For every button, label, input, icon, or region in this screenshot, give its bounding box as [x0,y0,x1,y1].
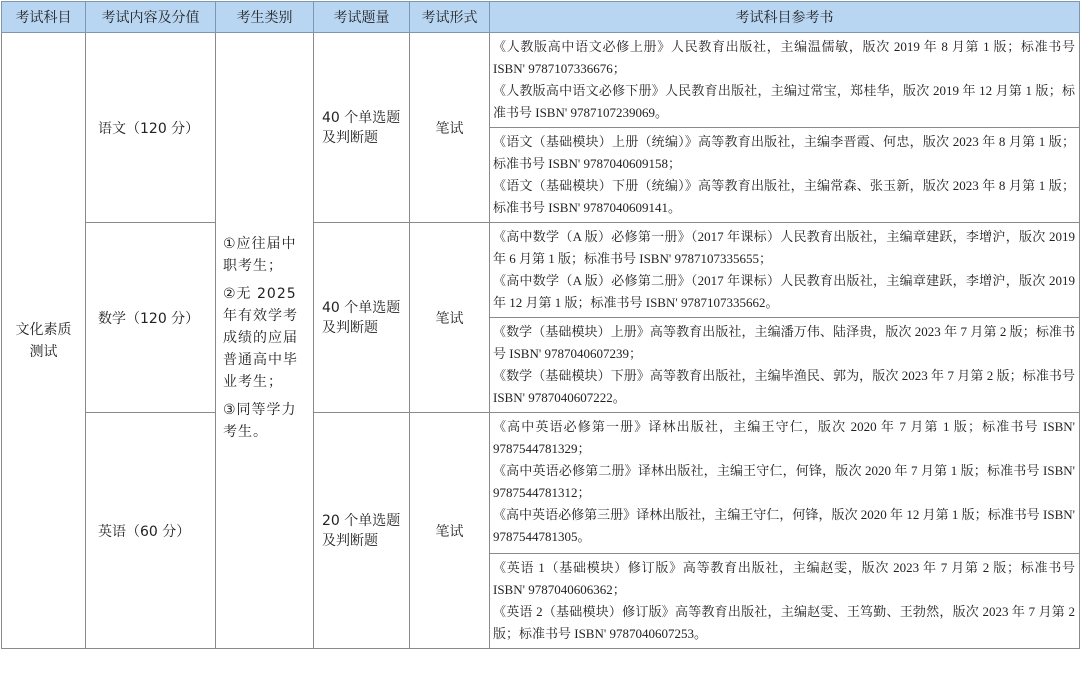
books-cell [490,554,1080,649]
subject-text: 文化素质测试 [15,321,72,360]
category-cell [216,33,314,649]
content-english: 英语（60 分） [86,413,216,649]
header-content: 考试内容及分值 [86,2,216,33]
subject-cell [2,33,86,649]
book-entry: 《高中数学（A 版）必修第二册》（2017 年课标）人民教育出版社，主编章建跃，李增沪，版次 2019 年 12 月第 1 版；标准书号 ISBN' 9787107335662。 [493,273,1075,310]
quantity-chinese: 40 个单选题及判断题 [314,33,410,223]
books-cell [490,413,1080,554]
book-entry: 《语文（基础模块）上册（统编）》高等教育出版社，主编李晋霞、何忠，版次 2023 年 8 月第 1 版；标准书号 ISBN' 9787040609158； [493,134,1075,171]
form-english: 笔试 [410,413,490,649]
header-quantity: 考试题量 [314,2,410,33]
category-item: ③同等学力考生。 [223,401,297,440]
books-cell [490,223,1080,318]
exam-reference-table [1,1,1080,649]
table-row [2,33,1080,128]
book-entry: 《数学（基础模块）上册》高等教育出版社，主编潘万伟、陆泽贵，版次 2023 年 7 月第 2 版；标准书号 ISBN' 9787040607239； [493,324,1075,361]
book-entry: 《高中数学（A 版）必修第一册》（2017 年课标）人民教育出版社，主编章建跃，李增沪，版次 2019 年 6 月第 1 版；标准书号 ISBN' 9787107335655； [493,229,1075,266]
header-category: 考生类别 [216,2,314,33]
table-row [2,413,1080,554]
quantity-math: 40 个单选题及判断题 [314,223,410,413]
category-item: ①应往届中职考生； [223,235,297,274]
header-form: 考试形式 [410,2,490,33]
book-entry: 《高中英语必修第二册》译林出版社，主编王守仁，何锋，版次 2020 年 7 月第 1 版；标准书号 ISBN' 9787544781312； [493,463,1075,500]
book-entry: 《高中英语必修第三册》译林出版社，主编王守仁，何锋，版次 2020 年 12 月第 1 版；标准书号 ISBN' 9787544781305。 [493,507,1075,544]
books-cell [490,33,1080,128]
content-chinese: 语文（120 分） [86,33,216,223]
header-subject: 考试科目 [2,2,86,33]
books-cell [490,318,1080,413]
book-entry: 《人教版高中语文必修上册》人民教育出版社，主编温儒敏，版次 2019 年 8 月第 1 版；标准书号 ISBN' 9787107336676； [493,39,1075,76]
book-entry: 《数学（基础模块）下册》高等教育出版社，主编毕渔民、郭为，版次 2023 年 7 月第 2 版；标准书号 ISBN' 9787040607222。 [493,368,1075,405]
books-cell [490,128,1080,223]
content-math: 数学（120 分） [86,223,216,413]
form-chinese: 笔试 [410,33,490,223]
book-entry: 《人教版高中语文必修下册》人民教育出版社，主编过常宝，郑桂华，版次 2019 年 12 月第 1 版；标准书号 ISBN' 9787107239069。 [493,83,1075,120]
book-entry: 《英语 2（基础模块）修订版》高等教育出版社，主编赵雯、王笃勤、王勃然，版次 2023 年 7 月第 2 版；标准书号 ISBN' 9787040607253。 [493,604,1075,641]
table-row [2,223,1080,318]
book-entry: 《高中英语必修第一册》译林出版社，主编王守仁，版次 2020 年 7 月第 1 版；标准书号 ISBN' 9787544781329； [493,419,1075,456]
form-math: 笔试 [410,223,490,413]
book-entry: 《语文（基础模块）下册（统编）》高等教育出版社，主编常森、张玉新，版次 2023 年 8 月第 1 版；标准书号 ISBN' 9787040609141。 [493,178,1075,215]
category-item: ②无 2025 年有效学考成绩的应届普通高中毕业考生； [223,285,298,390]
quantity-english: 20 个单选题及判断题 [314,413,410,649]
header-books: 考试科目参考书 [490,2,1080,33]
header-row [2,2,1080,33]
book-entry: 《英语 1（基础模块）修订版》高等教育出版社，主编赵雯，版次 2023 年 7 月第 2 版；标准书号 ISBN' 9787040606362； [493,560,1075,597]
